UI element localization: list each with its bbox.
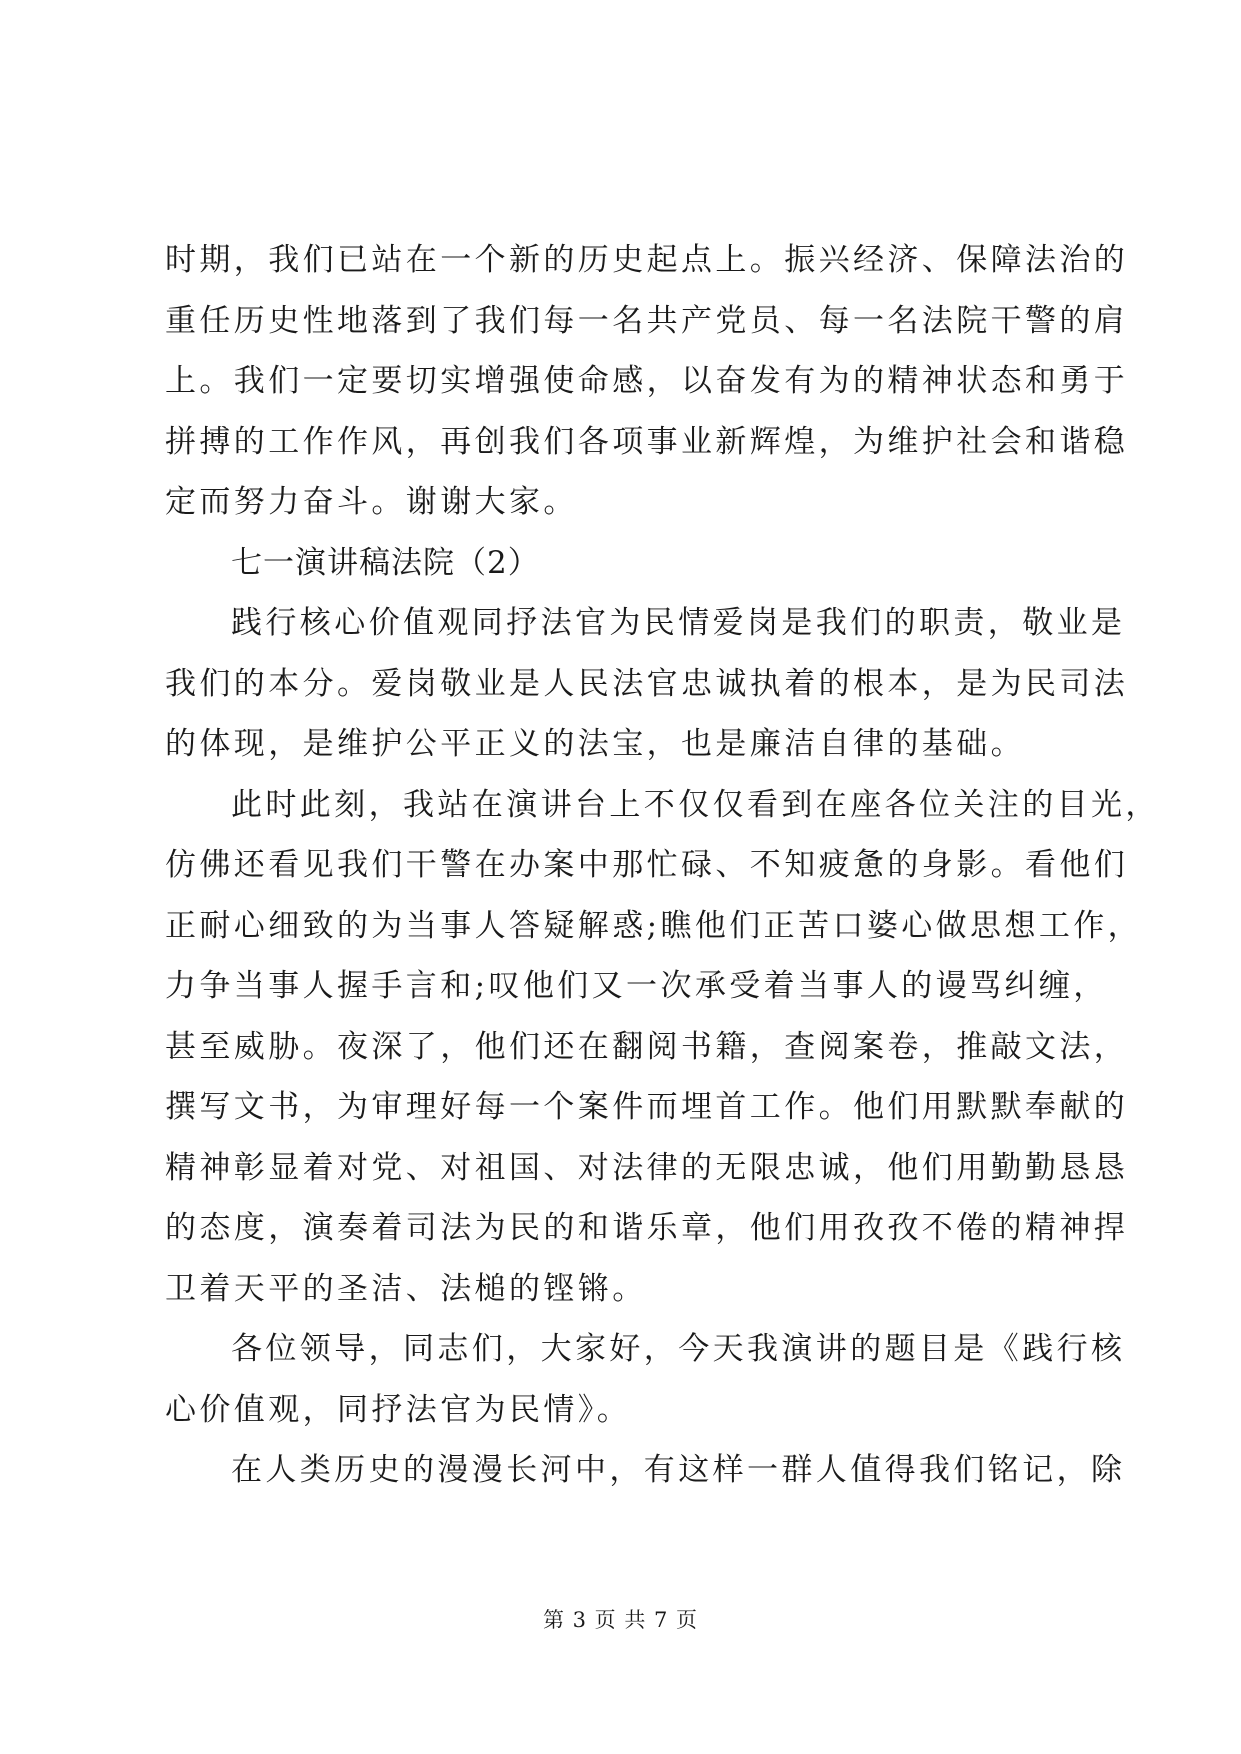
text-line: 在人类历史的漫漫长河中，有这样一群人值得我们铭记，除 [231, 1452, 1126, 1488]
text-line: 心价值观，同抒法官为民情》。 [165, 1391, 632, 1428]
text-line: 卫着天平的圣洁、法槌的铿锵。 [165, 1270, 647, 1307]
text-line: 各位领导，同志们，大家好，今天我演讲的题目是《践行核 [231, 1331, 1126, 1367]
page-number-footer: 第 3 页 共 7 页 [542, 1608, 699, 1632]
text-line: 重任历史性地落到了我们每一名共产党员、每一名法院干警的肩 [165, 302, 1129, 339]
text-line: 定而努力奋斗。谢谢大家。 [165, 484, 578, 520]
section-heading: 七一演讲稿法院（2） [231, 544, 540, 581]
text-line: 的态度，演奏着司法为民的和谐乐章，他们用孜孜不倦的精神捍 [165, 1210, 1129, 1246]
text-line: 正耐心细致的为当事人答疑解惑;瞧他们正苦口婆心做思想工作， [165, 907, 1143, 944]
text-line: 力争当事人握手言和;叹他们又一次承受着当事人的谩骂纠缠， [165, 968, 1108, 1004]
text-line: 时期，我们已站在一个新的历史起点上。振兴经济、保障法治的 [165, 242, 1129, 278]
text-line: 拼搏的工作作风，再创我们各项事业新辉煌，为维护社会和谐稳 [165, 423, 1129, 460]
text-line: 的体现，是维护公平正义的法宝，也是廉洁自律的基础。 [165, 726, 1025, 762]
text-line: 甚至威胁。夜深了，他们还在翻阅书籍，查阅案卷，推敲文法， [165, 1028, 1129, 1065]
document-body [165, 230, 1160, 1501]
text-line: 此时此刻，我站在演讲台上不仅仅看到在座各位关注的目光， [231, 786, 1160, 823]
text-line: 撰写文书，为审理好每一个案件而埋首工作。他们用默默奉献的 [165, 1089, 1129, 1125]
text-line: 上。我们一定要切实增强使命感，以奋发有为的精神状态和勇于 [165, 363, 1129, 399]
text-line: 精神彰显着对党、对祖国、对法律的无限忠诚，他们用勤勤恳恳 [165, 1149, 1129, 1186]
text-line: 仿佛还看见我们干警在办案中那忙碌、不知疲惫的身影。看他们 [165, 847, 1129, 883]
text-line: 我们的本分。爱岗敬业是人民法官忠诚执着的根本，是为民司法 [165, 665, 1129, 702]
text-line: 践行核心价值观同抒法官为民情爱岗是我们的职责，敬业是 [231, 605, 1126, 641]
